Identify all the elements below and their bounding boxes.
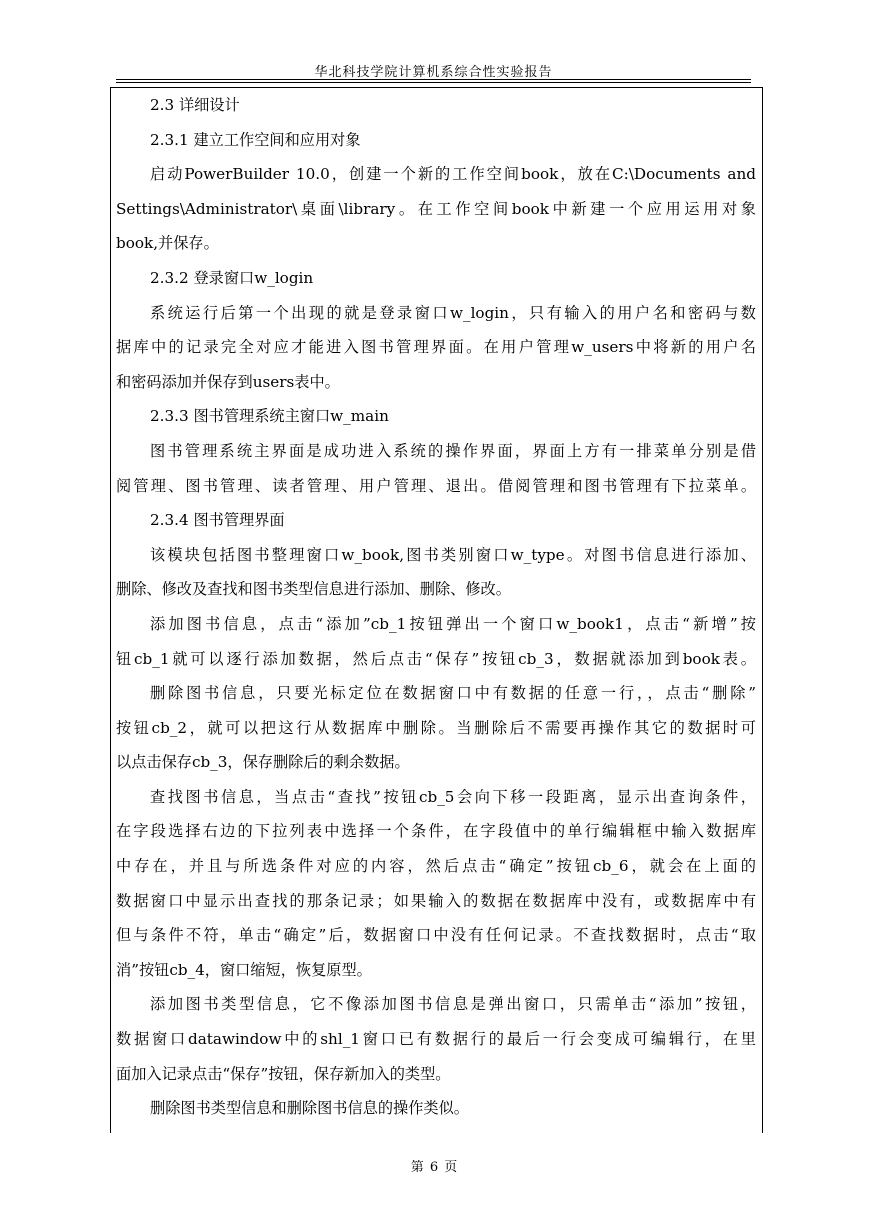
paragraph-line: 添加图书信息，点击“添加”cb_1按钮弹出一个窗口w_book1，点击“新增”按	[150, 614, 756, 633]
paragraph-line: 以点击保存cb_3，保存删除后的剩余数据。	[116, 753, 410, 772]
paragraph-line: 启动PowerBuilder 10.0，创建一个新的工作空间book，放在C:\Documents and	[150, 165, 756, 184]
paragraph-line: 中存在，并且与所选条件对应的内容，然后点击“确定”按钮cb_6，就会在上面的	[116, 857, 756, 876]
paragraph-line: 面加入记录点击“保存”按钮，保存新加入的类型。	[116, 1064, 451, 1083]
paragraph-line: 但与条件不符，单击“确定”后，数据窗口中没有任何记录。不查找数据时，点击“取	[116, 926, 756, 945]
paragraph-line: book,并保存。	[116, 234, 219, 253]
paragraph-line: 删除、修改及查找和图书类型信息进行添加、删除、修改。	[116, 580, 511, 599]
subsection-heading: 2.3.1 建立工作空间和应用对象	[150, 130, 361, 149]
subsection-heading: 2.3.3 图书管理系统主窗口w_main	[150, 407, 389, 426]
paragraph-line: 删除图书类型信息和删除图书信息的操作类似。	[150, 1099, 469, 1118]
paragraph-line: 阅管理、图书管理、读者管理、用户管理、退出。借阅管理和图书管理有下拉菜单。	[116, 476, 756, 495]
paragraph-line: 消”按钮cb_4，窗口缩短，恢复原型。	[116, 960, 372, 979]
header-divider-thin	[116, 82, 751, 83]
paragraph-line: 和密码添加并保存到users表中。	[116, 372, 340, 391]
paragraph-line: 该模块包括图书整理窗口w_book,图书类别窗口w_type。对图书信息进行添加、	[150, 545, 756, 564]
subsection-heading: 2.3.2 登录窗口w_login	[150, 268, 314, 287]
page-header: 华北科技学院计算机系综合性实验报告	[314, 65, 553, 80]
paragraph-line: 在字段选择右边的下拉列表中选择一个条件，在字段值中的单行编辑框中输入数据库	[116, 822, 756, 841]
paragraph-line: 数据窗口中显示出查找的那条记录；如果输入的数据在数据库中没有，或数据库中有	[116, 891, 756, 910]
header-divider	[116, 79, 751, 80]
paragraph-line: 删除图书信息，只要光标定位在数据窗口中有数据的任意一行，，点击“删除”	[150, 684, 756, 703]
paragraph-line: 查找图书信息，当点击“查找”按钮cb_5会向下移一段距离，显示出查询条件，	[150, 787, 756, 806]
report-body	[116, 88, 756, 1126]
subsection-heading: 2.3.4 图书管理界面	[150, 511, 285, 530]
paragraph-line: 系统运行后第一个出现的就是登录窗口w_login，只有输入的用户名和密码与数	[150, 303, 756, 322]
section-heading: 2.3 详细设计	[150, 96, 240, 114]
paragraph-line: 按钮cb_2，就可以把这行从数据库中删除。当删除后不需要再操作其它的数据时可	[116, 718, 756, 737]
paragraph-line: 数据窗口datawindow中的shl_1窗口已有数据行的最后一行会变成可编辑行，在里	[116, 1030, 756, 1049]
paragraph-line: 添加图书类型信息，它不像添加图书信息是弹出窗口，只需单击“添加”按钮，	[150, 995, 756, 1014]
paragraph-line: Settings\Administrator\桌面\library。在工作空间book中新建一个应用运用对象	[116, 199, 756, 218]
paragraph-line: 据库中的记录完全对应才能进入图书管理界面。在用户管理w_users中将新的用户名	[116, 338, 756, 357]
paragraph-line: 钮cb_1就可以逐行添加数据，然后点击“保存”按钮cb_3，数据就添加到book表。	[116, 649, 756, 668]
page-number: 第 6 页	[410, 1160, 459, 1175]
paragraph-line: 图书管理系统主界面是成功进入系统的操作界面，界面上方有一排菜单分别是借	[150, 441, 756, 460]
